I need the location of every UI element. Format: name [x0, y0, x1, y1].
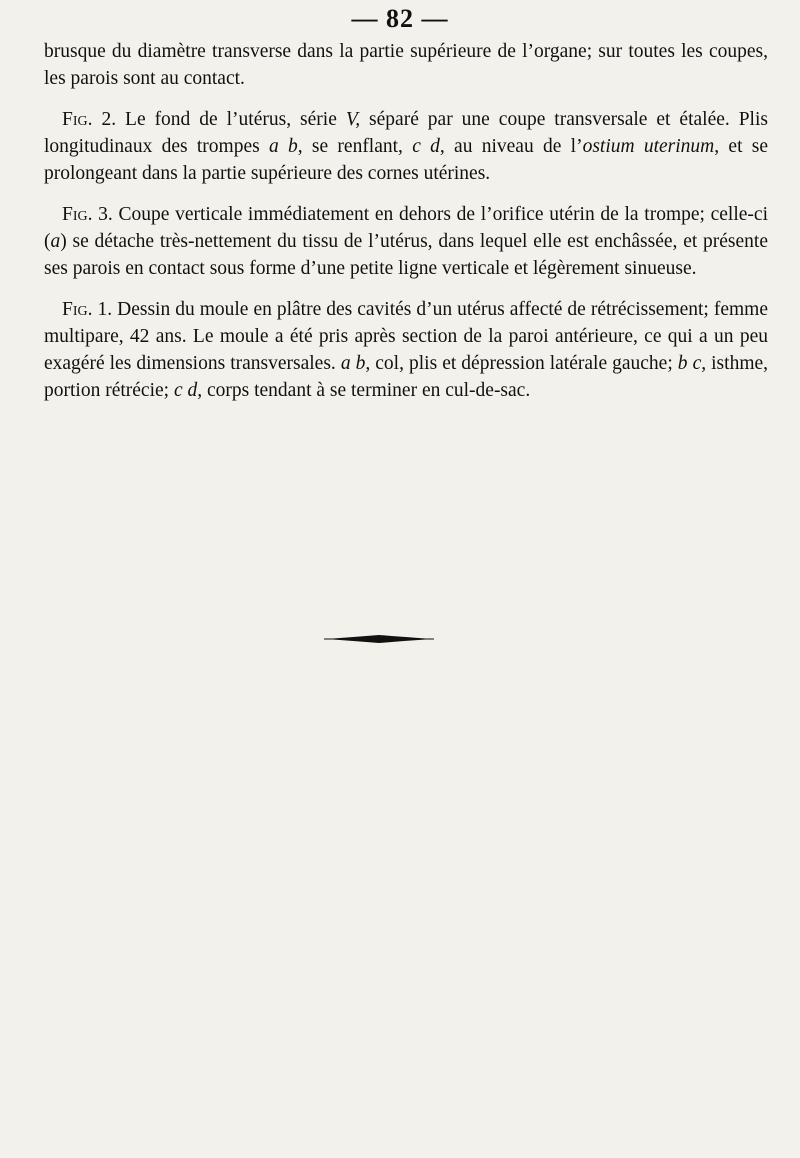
text-segment: ) se détache très-nettement du tissu de l’utérus, dans lequel elle est enchâssée, et présente ses parois en contact sous forme d’une petite ligne verticale et légèrement sinueuse. [44, 231, 768, 279]
italic-text: c d [412, 136, 440, 157]
italic-text: b c, [677, 353, 707, 374]
page-number: — 82 — [351, 4, 449, 33]
paragraph-fig-1 [44, 296, 768, 404]
text-segment: séparé par une coupe transversale et étalée. Plis longitudinaux des trompes [44, 109, 768, 157]
figure-label: Fig. 3. [62, 204, 113, 225]
section-divider-ornament [324, 634, 434, 644]
italic-text: ostium uterinum [582, 136, 715, 157]
figure-label: Fig. 2. [62, 109, 117, 130]
figure-label: Fig. 1. [62, 299, 113, 320]
paragraph-fig-3 [44, 201, 768, 282]
paragraph-1 [44, 38, 768, 92]
text-segment: , au niveau de l’ [439, 136, 583, 157]
text-segment: Le fond de l’utérus, série [116, 109, 346, 130]
text-segment: Coupe verticale immédiatement en dehors de l’orifice utérin de la trompe; celle-ci ( [44, 204, 768, 252]
text-segment: isthme, portion rétrécie; [44, 353, 769, 401]
body-text [44, 38, 768, 418]
text-segment: , et se prolongeant dans la partie supérieure des cornes utérines. [44, 136, 769, 184]
text-segment: Dessin du moule en plâtre des cavités d’un utérus affecté de rétrécissement; femme multipare, 42 ans. Le moule a été pris après section de la paroi antérieure, ce qui a un peu exagéré les dimensions transversales. [44, 299, 768, 374]
italic-text: a b, [340, 353, 371, 374]
text-segment: col, plis et dépression latérale gauche; [370, 353, 678, 374]
text-segment: brusque du diamètre transverse dans la partie supérieure de l’organe; sur toutes les coupes, les parois sont au contact. [44, 41, 768, 89]
text-segment: , se renflant, [297, 136, 413, 157]
italic-text: c d, [173, 380, 203, 401]
italic-text: V, [345, 109, 361, 130]
paragraph-fig-2 [44, 106, 768, 187]
text-segment: corps tendant à se terminer en cul-de-sac. [202, 380, 531, 401]
italic-text: a b [268, 136, 298, 157]
italic-text: a [50, 231, 61, 252]
